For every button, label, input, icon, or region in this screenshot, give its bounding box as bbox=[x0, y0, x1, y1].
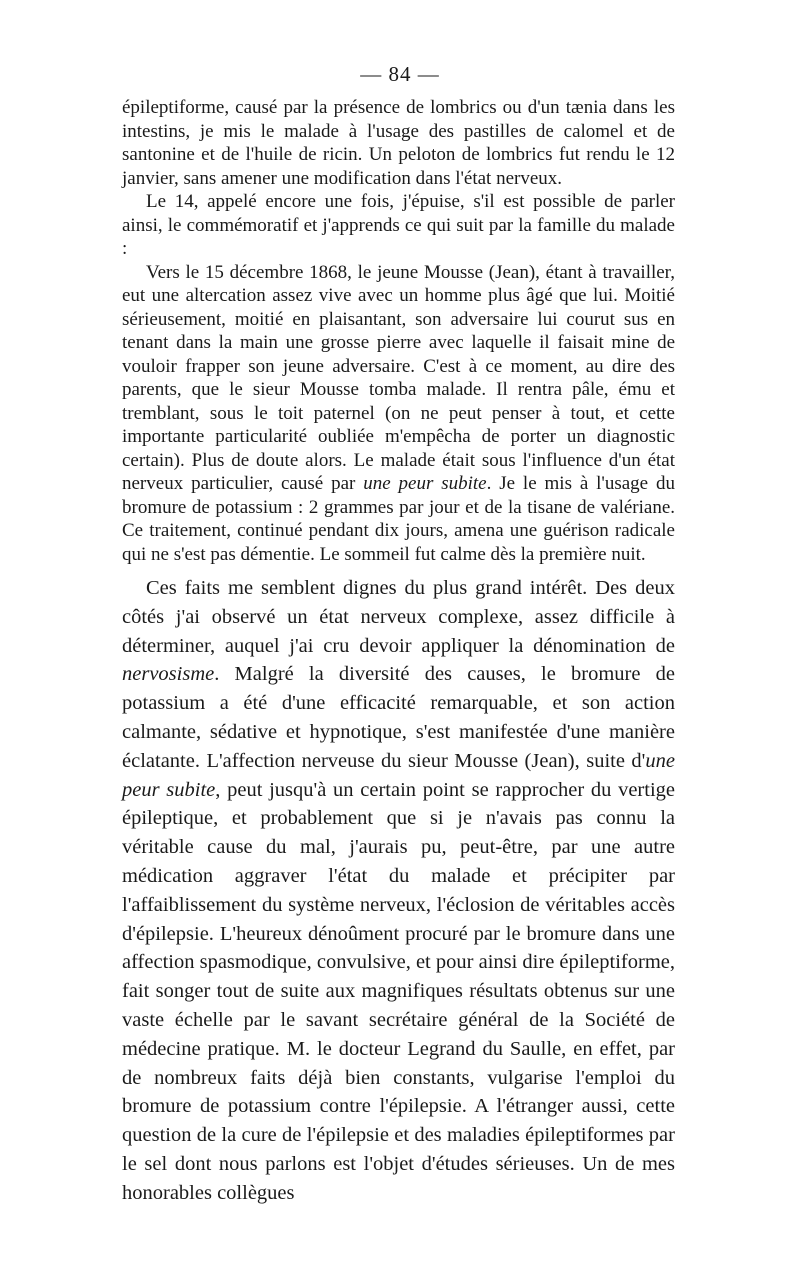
paragraph-2: Le 14, appelé encore une fois, j'épuise, s'il est possible de parler ainsi, le commémoratif et j'apprends ce qui suit par la famille du malade : bbox=[122, 191, 675, 259]
paragraph-1: épileptiforme, causé par la présence de lombrics ou d'un tænia dans les intestins, je mis le malade à l'usage des pastilles de calomel et de santonine et de l'huile de ricin. Un peloton de lombrics fut rendu le 12 janvier, sans amener une modification dans l'état nerveux. bbox=[122, 97, 675, 189]
case-report-small-print bbox=[122, 96, 675, 566]
paragraph-4-text-c: , peut jusqu'à un certain point se rapprocher du vertige épileptique, et probablement que si je n'avais pas connu la véritable cause du mal, j'aurais pu, peut-être, par une autre médication aggraver l'état du malade et précipiter par l'affaiblissement du système nerveux, l'éclosion de véritables accès d'épilepsie. L'heureux dénoûment procuré par le bromure dans une affection spasmodique, convulsive, et pour ainsi dire épileptiforme, fait songer tout de suite aux magnifiques résultats obtenus sur une vaste échelle par le savant secrétaire général de la Société de médecine pratique. M. le docteur Legrand du Saulle, en effet, par de nombreux faits déjà bien constants, vulgarise l'emploi du bromure de potassium contre l'épilepsie. A l'étranger aussi, cette question de la cure de l'épilepsie et des maladies épileptiformes par le sel dont nous parlons est l'objet d'études sérieuses. Un de mes honorables collègues bbox=[122, 778, 676, 1204]
paragraph-3 bbox=[122, 261, 675, 567]
commentary-large-print bbox=[122, 574, 675, 1208]
paragraph-3-text-a: Vers le 15 décembre 1868, le jeune Mousse (Jean), étant à travailler, eut une altercation assez vive avec un homme plus âgé que lui. Moitié sérieusement, moitié en plaisantant, son adversaire lui courut sus en tenant dans la main une grosse pierre avec laquelle il faisait mine de vouloir frapper son jeune adversaire. C'est à ce moment, au dire des parents, que le sieur Mousse tomba malade. Il rentra pâle, ému et tremblant, sous le toit paternel (on ne peut penser à tout, et cette importante particularité oubliée m'empêcha de porter un diagnostic certain). Plus de doute alors. Le malade était sous l'influence d'un état nerveux particulier, causé par bbox=[122, 261, 675, 494]
paragraph-3-text-b: . Je le mis à l'usage du bromure de potassium : 2 grammes par jour et de la tisane de valériane. Ce traitement, continué pendant dix jours, amena une guérison radicale qui ne s'est pas démentie. Le sommeil fut calme dès la première nuit. bbox=[122, 473, 675, 565]
paragraph-4-italic-1: nervosisme bbox=[122, 663, 215, 686]
paragraph-4-text-a: Ces faits me semblent dignes du plus grand intérêt. Des deux côtés j'ai observé un état nerveux complexe, assez difficile à déterminer, auquel j'ai cru devoir appliquer la dénomination de bbox=[122, 577, 675, 657]
paragraph-4-italic-2: une peur subite bbox=[122, 749, 675, 801]
page-number: — 84 — bbox=[360, 62, 440, 86]
paragraph-4-text-b: . Malgré la diversité des causes, le bromure de potassium a été d'une efficacité remarquable, et son action calmante, sédative et hypnotique, s'est manifestée d'une manière éclatante. L'affection nerveuse du sieur Mousse (Jean), suite d' bbox=[122, 663, 675, 772]
paragraph-4 bbox=[122, 574, 675, 1208]
paragraph-3-italic: une peur subite bbox=[363, 473, 487, 494]
